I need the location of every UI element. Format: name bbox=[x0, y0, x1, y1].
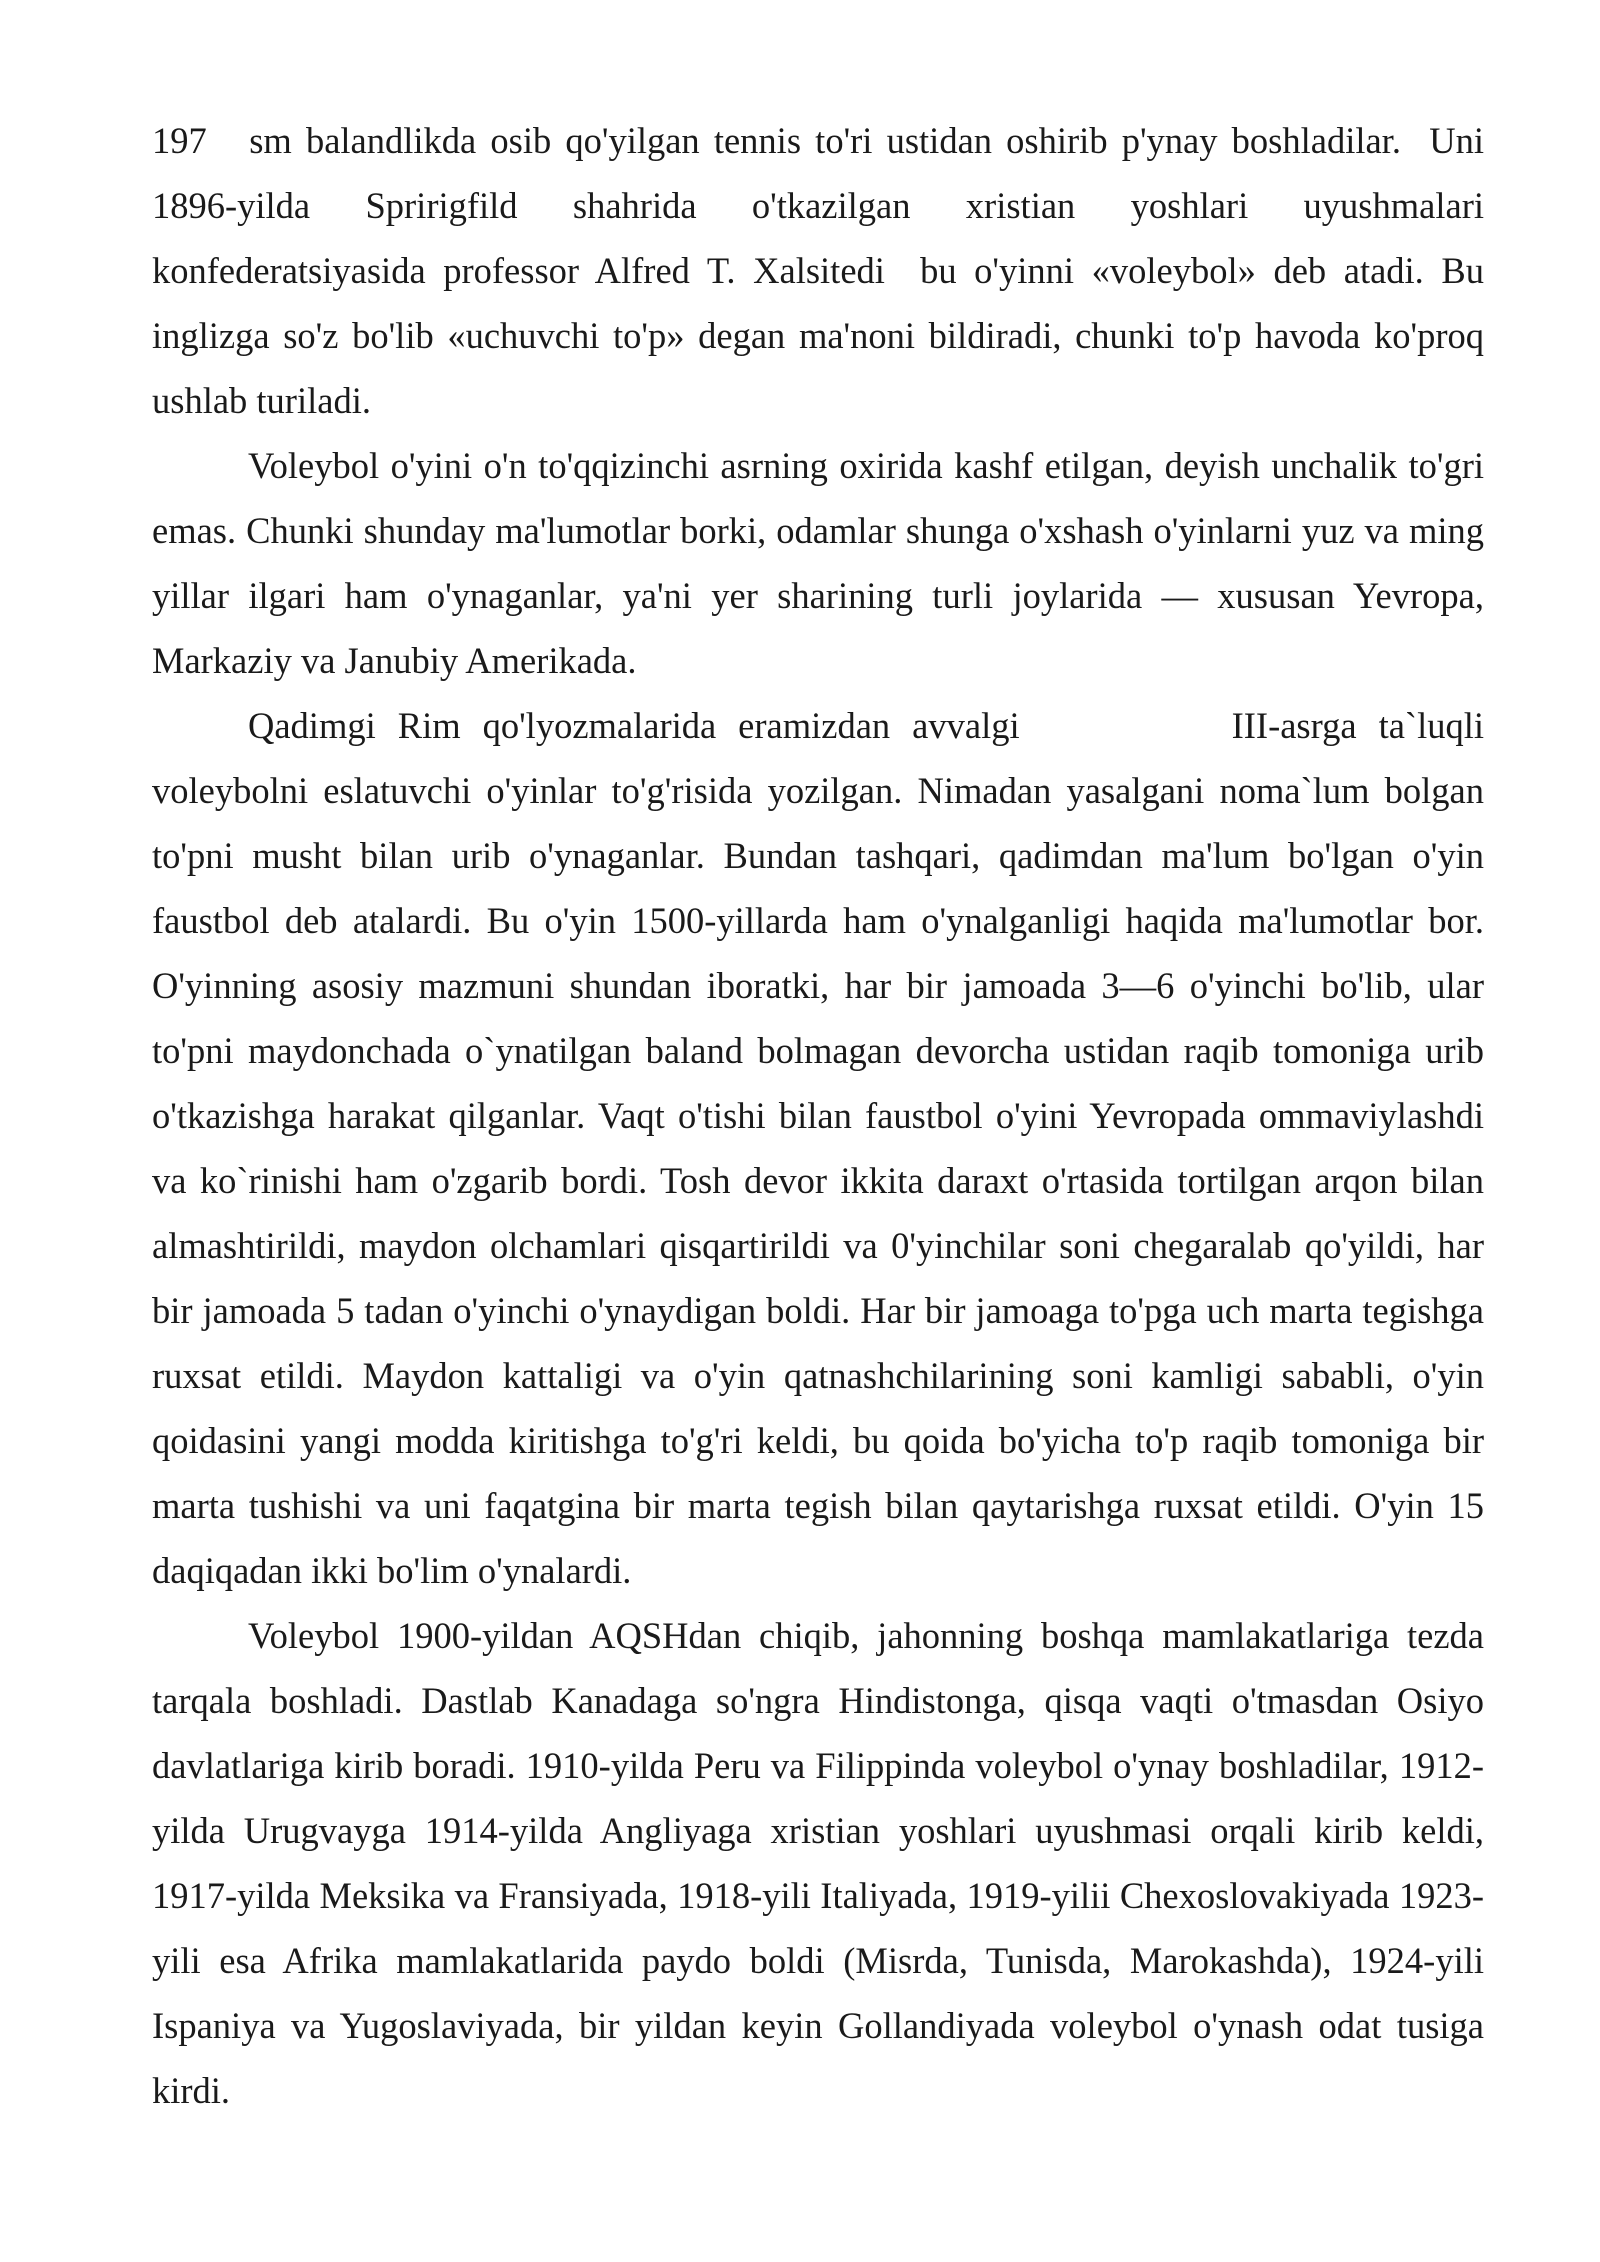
paragraph-2: Voleybol o'yini o'n to'qqizinchi asrning oxirida kashf etilgan, deyish unchalik to'gri emas. Chunki shunday ma'lumotlar borki, odamlar shunga o'xshash o'yinlarni yuz va ming yillar ilgari ham o'ynaganlar, ya'ni yer sharining turli joylarida — xususan Yevropa, Markaziy va Janubiy Amerikada. bbox=[152, 445, 1484, 681]
document-page bbox=[152, 108, 1484, 2123]
paragraph-4: Voleybol 1900-yildan AQSHdan chiqib, jahonning boshqa mamlakatlariga tezda tarqala boshladi. Dastlab Kanadaga so'ngra Hindistonga, qisqa vaqti o'tmasdan Osiyo davlatlariga kirib boradi. 1910-yilda Peru va Filippinda voleybol o'ynay boshladilar, 1912- yilda Urugvayga 1914-yilda Angliyaga xristian yoshlari uyushmasi orqali kirib keldi, 1917-yilda Meksika va Fransiyada, 1918-yili Italiyada, 1919-yilii Chexoslovakiyada 1923-yili esa Afrika mamlakatlarida paydo boldi (Misrda, Tunisda, Marokashda), 1924-yili Ispaniya va Yugoslaviyada, bir yildan keyin Gollandiyada voleybol o'ynash odat tusiga kirdi. bbox=[152, 1615, 1484, 2111]
paragraph-3 bbox=[152, 693, 1484, 1603]
paragraph-3-rest: III-asrga ta`luqli voleybolni eslatuvchi o'yinlar to'g'risida yozilgan. Nimadan yasalgani noma`lum bolgan to'pni musht bilan urib o'ynaganlar. Bundan tashqari, qadimdan ma'lum bo'lgan o'yin faustbol deb atalardi. Bu o'yin 1500-yillarda ham o'ynalganligi haqida ma'lumotlar bor. O'yinning asosiy mazmuni shundan iboratki, har bir jamoada 3—6 o'yinchi bo'lib, ular to'pni maydonchada o`ynatilgan baland bolmagan devorcha ustidan raqib tomoniga urib o'tkazishga harakat qilganlar. Vaqt o'tishi bilan faustbol o'yini Yevropada ommaviylashdi va ko`rinishi ham o'zgarib bordi. Tosh devor ikkita daraxt o'rtasida tortilgan arqon bilan almashtirildi, maydon olchamlari qisqartirildi va 0'yinchilar soni chegaralab qo'yildi, har bir jamoada 5 tadan o'yinchi o'ynaydigan boldi. Har bir jamoaga to'pga uch marta tegishga ruxsat etildi. Maydon kattaligi va o'yin qatnashchilarining soni kamligi sababli, o'yin qoidasini yangi modda kiritishga to'g'ri keldi, bu qoida bo'yicha to'p raqib tomoniga bir marta tushishi va uni faqatgina bir marta tegish bilan qaytarishga ruxsat etildi. O'yin 15 daqiqadan ikki bo'lim o'ynalardi. bbox=[152, 705, 1484, 1591]
paragraph-1: 197 sm balandlikda osib qo'yilgan tennis to'ri ustidan oshirib p'ynay boshladilar. Uni 1896-yilda Spririgfild shahrida o'tkazilgan xristian yoshlari uyushmalari konfederatsiyasida professor Alfred T. Xalsitedi bu o'yinni «voleybol» deb atadi. Bu inglizga so'z bo'lib «uchuvchi to'p» degan ma'noni bildiradi, chunki to'p havoda ko'proq ushlab turiladi. bbox=[152, 120, 1484, 421]
paragraph-3-start: Qadimgi Rim qo'lyozmalarida eramizdan avvalgi bbox=[248, 705, 1020, 746]
